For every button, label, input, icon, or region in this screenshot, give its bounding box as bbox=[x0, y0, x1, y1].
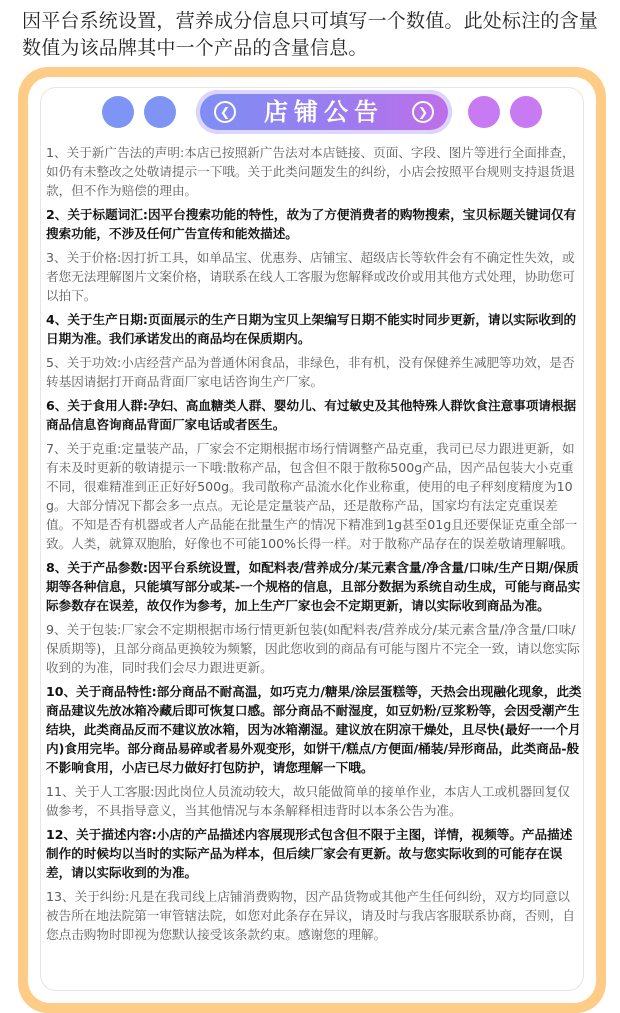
decor-dot-blue-1 bbox=[102, 96, 134, 128]
announcement-banner bbox=[196, 90, 452, 134]
announcement-item: 4、关于生产日期:页面展示的生产日期为宝贝上架编写日期不能实时同步更新，请以实际收到的日期为准。我们承诺发出的商品均在保质期内。 bbox=[46, 312, 577, 346]
decor-dot-blue-2 bbox=[144, 96, 176, 128]
announcement-panel bbox=[28, 77, 596, 1003]
announcement-item: 1、关于新广告法的声明:本店已按照新广告法对本店链接、页面、字段、图片等进行全面排查，如仍有未整改之处敬请提示一下哦。关于此类问题发生的纠纷，小店会按照平台规则支持退货退款，但不作为赔偿的理由。 bbox=[46, 145, 575, 198]
announcement-item: 5、关于功效:小店经营产品为普通休闲食品，非绿色，非有机，没有保健养生减肥等功效，是否转基因请据打开商品背面厂家电话咨询生产厂家。 bbox=[46, 355, 575, 389]
decor-dot-purple-1 bbox=[468, 96, 500, 128]
chevron-right-icon: ❯ bbox=[412, 101, 434, 123]
announcement-list bbox=[46, 143, 582, 949]
announcement-item: 13、关于纠纷:凡是在我司线上店铺消费购物，因产品货物或其他产生任何纠纷，双方均同意以被告所在地法院第一审管辖法院，如您对此条存在异议，请及时与我店客服联系协商，否则，自您点击购物时即视为您默认接受该条款约束。感谢您的理解。 bbox=[46, 889, 575, 942]
announcement-item: 9、关于包装:厂家会不定期根据市场行情更新包装(如配料表/营养成分/某元素含量/净含量/口味/保质期等)，且部分商品更换较为频繁，因此您收到的商品有可能与图片不完全一致，请以您实际收到的为准，同时我们会尽力跟进更新。 bbox=[46, 622, 580, 675]
announcement-item: 6、关于食用人群:孕妇、高血糖类人群、婴幼儿、有过敏史及其他特殊人群饮食注意事项请根据商品信息咨询商品背面厂家电话或者医生。 bbox=[46, 398, 577, 432]
announcement-item: 3、关于价格:因打折工具，如单品宝、优惠券、店铺宝、超级店长等软件会有不确定性失效，或者您无法理解图片文案价格，请联系在线人工客服为您解释或改价或用其他方式处理，协助您可以拍下。 bbox=[46, 250, 575, 303]
announcement-item: 8、关于产品参数:因平台系统设置，如配料表/营养成分/某元素含量/净含量/口味/生产日期/保质期等各种信息，只能填写部分或某-一个规格的信息，且部分数据为系统自动生成，可能与商品实际参数存在误差，故仅作为参考，加上生产厂家也会不定期更新，请以实际收到商品为准。 bbox=[46, 560, 581, 613]
chevron-left-icon: ❮ bbox=[214, 101, 236, 123]
announcement-frame bbox=[18, 67, 606, 1013]
announcement-item: 11、关于人工客服:因此岗位人员流动较大，故只能做简单的接单作业，本店人工或机器回复仅做参考，不具指导意义，当其他情况与本条解释相违背时以本条公告为准。 bbox=[46, 784, 571, 818]
announcement-item: 2、关于标题词汇:因平台搜索功能的特性，故为了方便消费者的购物搜索，宝贝标题关键词仅有搜索功能，不涉及任何广告宣传和能效描述。 bbox=[46, 207, 577, 241]
announcement-item: 10、关于商品特性:部分商品不耐高温，如巧克力/糖果/涂层蛋糕等，天热会出现融化现象，此类商品建议先放冰箱冷藏后即可恢复口感。部分商品不耐湿度，如豆奶粉/豆浆粉等，会因受潮产生结块，此类商品反而不建议放冰箱，因为冰箱潮湿。建议放在阴凉干燥处，且尽快(最好一一个月内)食用完毕。部分商品易碎或者易外观变形，如饼干/糕点/方便面/桶装/异形商品，此类商品-般不影响食用，小店已尽力做好打包防护，请您理解一下哦。 bbox=[46, 684, 582, 775]
announcement-item: 7、关于克重:定量装产品，厂家会不定期根据市场行情调整产品克重，我司已尽力跟进更新，如有未及时更新的敬请提示一下哦:散称产品，包含但不限于散称500g产品，因产品包装大小克重不同，很难精准到正正好好500g。我司散称产品流水化作业称重，使用的电子秤刻度精度为10g。大部分情况下都会多一点点。无论是定量装产品，还是散称产品，国家均有法定克重误差值。不知是否有机器或者人产品能在批量生产的情况下精准到1g甚至01g且还要保证克重全部一致。人类，就算双胞胎，好像也不可能100%长得一样。对于散称产品存在的误差敬请理解哦。 bbox=[46, 441, 578, 551]
decor-dot-purple-2 bbox=[510, 96, 542, 128]
top-notice-text: 因平台系统设置，营养成分信息只可填写一个数值。此处标注的含量数值为该品牌其中一个产品的含量信息。 bbox=[22, 10, 599, 59]
announcement-item: 12、关于描述内容:小店的产品描述内容展现形式包含但不限于主图，详情，视频等。产品描述制作的时候均以当时的实际产品为样本，但后续厂家会有更新。故与您实际收到的可能存在误差，请以实际收到的为准。 bbox=[46, 827, 573, 880]
banner-title: 店铺公告 bbox=[264, 98, 384, 126]
